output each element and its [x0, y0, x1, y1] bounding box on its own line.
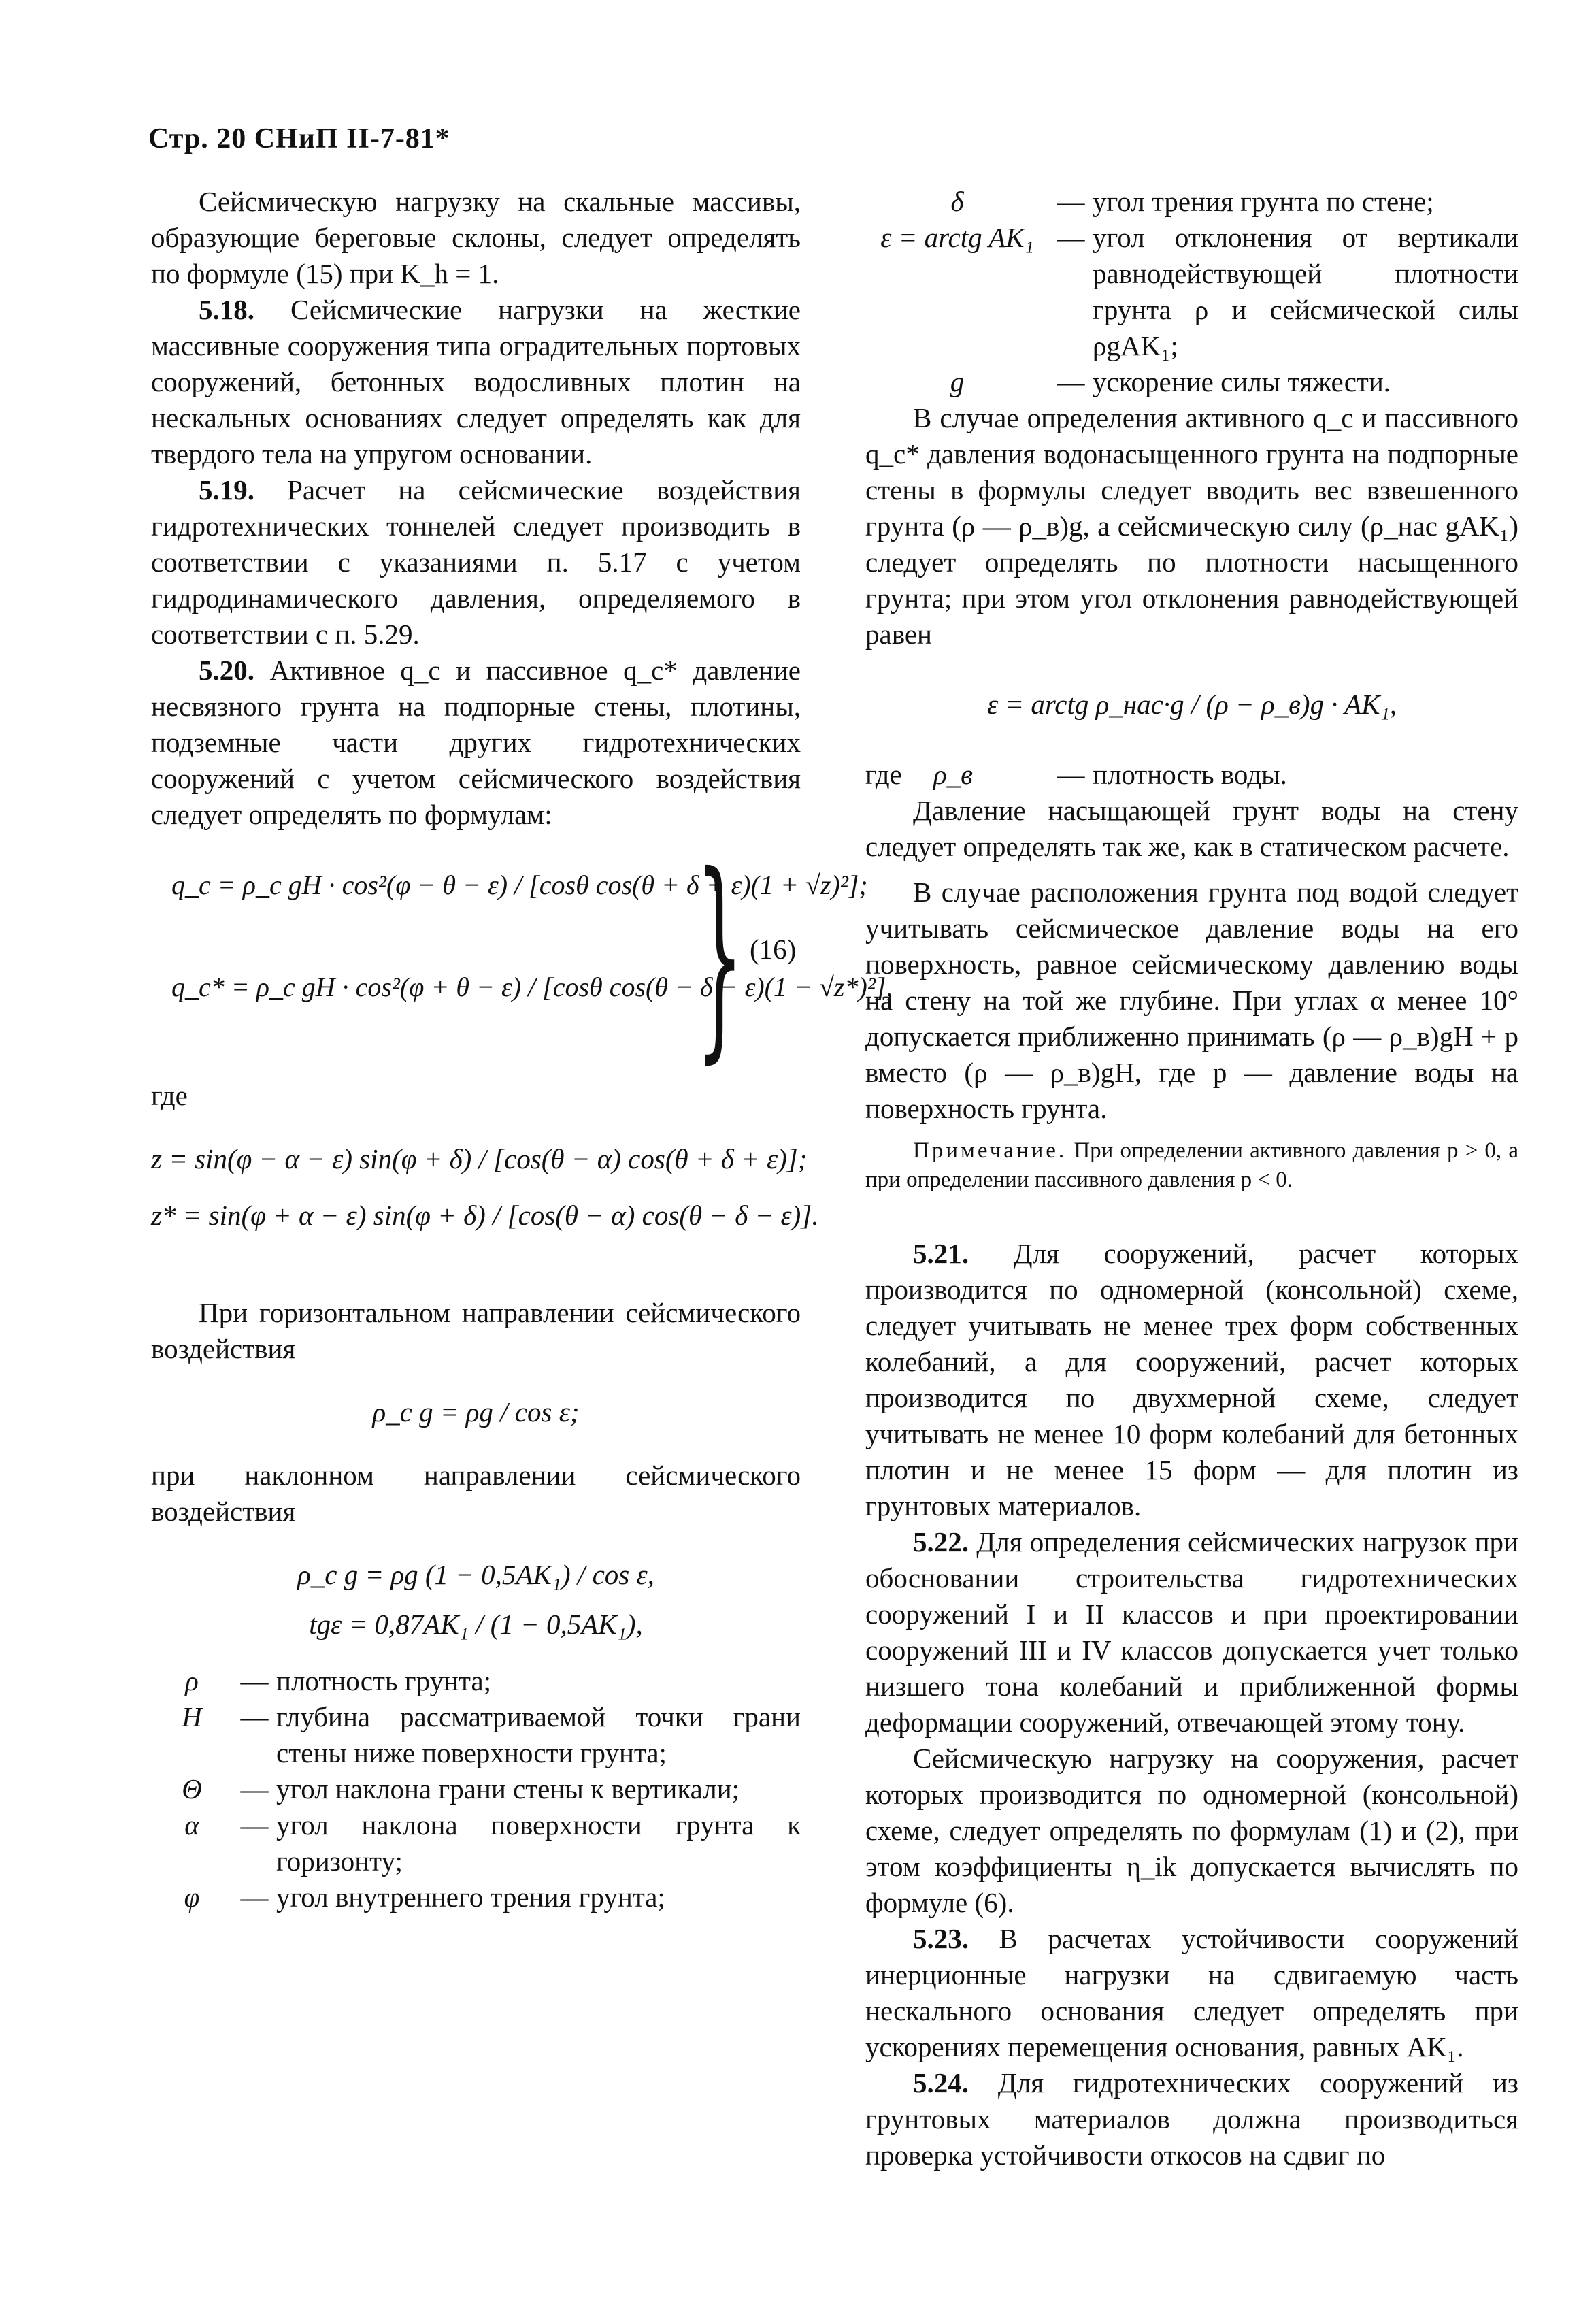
- clause-5-19: [151, 472, 801, 653]
- definition-text: угол трения грунта по стене;: [1093, 186, 1434, 217]
- formula-passive-pressure: q_c* = ρ_c gH · cos²(φ + θ − ε) / [cosθ cos(θ − δ − ε)(1 − √z*)²],: [171, 972, 893, 1002]
- paragraph-seismic-load: Сейсмическую нагрузку на сооружения, расчет которых производится по одномерной (консольной) схеме, следует определять по формулам (1) и (2), при этом коэффициенты η_ik допускается вычислять по формуле (6).: [865, 1743, 1518, 1918]
- definition-symbol: ρ: [185, 1665, 199, 1696]
- definition-text: угол отклонения от вертикали равнодействующей плотности грунта ρ и сейсмической силы ρgAK₁;: [1093, 222, 1518, 361]
- definition-symbol: g: [950, 366, 965, 397]
- dash: —: [240, 1773, 269, 1805]
- definition-row: [865, 364, 1518, 400]
- definition-row: [865, 184, 1518, 220]
- dash: —: [240, 1881, 269, 1913]
- clause-5-22: [865, 1524, 1518, 1741]
- dash: —: [240, 1665, 269, 1696]
- paragraph-horizontal: При горизонтальном направлении сейсмического воздействия: [151, 1297, 801, 1364]
- clause-number: 5.21.: [913, 1238, 969, 1269]
- definition-text: глубина рассматриваемой точки грани стены ниже поверхности грунта;: [276, 1701, 801, 1768]
- note-label: Примечание.: [913, 1138, 1067, 1163]
- page-header: Стр. 20 СНиП II-7-81*: [148, 123, 450, 154]
- definition-row: [151, 1771, 801, 1807]
- clause-5-21: [865, 1236, 1518, 1524]
- clause-5-18: [151, 292, 801, 472]
- paragraph-water-saturated: В случае определения активного q_c и пассивного q_c* давления водонасыщенного грунта на подпорные стены в формулы следует вводить вес взвешенного грунта (ρ — ρ_в)g, а сейсмическую силу (ρ_нас gAK₁) следует определять по плотности насыщенного грунта; при этом угол отклонения равнодействующей равен: [865, 402, 1518, 650]
- formula-z: z = sin(φ − α − ε) sin(φ + δ) / [cos(θ − α) cos(θ + δ + ε)];: [151, 1143, 808, 1174]
- definition-text: плотность воды.: [1093, 759, 1287, 790]
- equation-number: (16): [750, 934, 797, 965]
- definition-symbol: δ: [950, 186, 964, 217]
- note-text: При определении активного давления p > 0, а при определении пассивного давления p < 0.: [865, 1138, 1518, 1192]
- definition-row: [865, 220, 1518, 364]
- definition-symbol: H: [182, 1701, 202, 1732]
- paragraph-rock-massifs: Сейсмическую нагрузку на скальные массивы, образующие береговые склоны, следует определять по формуле (15) при K_h = 1.: [151, 186, 801, 289]
- definition-text: угол наклона поверхности грунта к горизонту;: [276, 1809, 801, 1877]
- definitions-list-continued: [865, 184, 1518, 400]
- definition-text: ускорение силы тяжести.: [1093, 366, 1391, 397]
- formula-epsilon-saturated: ε = arctg ρ_нас·g / (ρ − ρ_в)g · AK₁,: [987, 689, 1397, 720]
- formula-tg-epsilon: tgε = 0,87AK₁ / (1 − 0,5AK₁),: [309, 1609, 643, 1640]
- clause-number: 5.22.: [913, 1526, 969, 1558]
- note: [865, 1136, 1518, 1195]
- where-label: где: [151, 1080, 188, 1111]
- dash: —: [1057, 222, 1085, 253]
- clause-text: Активное q_c и пассивное q_c* давление несвязного грунта на подпорные стены, плотины, подземные части других гидротехнических сооружений с учетом сейсмического воздействия следует определять по формулам:: [151, 655, 801, 830]
- where-label: где: [865, 759, 902, 790]
- clause-number: 5.19.: [199, 474, 254, 506]
- right-column: [865, 184, 1518, 2173]
- clause-text: В расчетах устойчивости сооружений инерционные нагрузки на сдвигаемую часть нескального основания следует определять при ускорениях перемещения основания, равных AK₁.: [865, 1923, 1518, 2062]
- formula-system-16: [151, 829, 893, 1082]
- definition-symbol: α: [184, 1809, 199, 1841]
- right-brace-icon: }: [695, 829, 744, 1082]
- dash: —: [1057, 759, 1085, 790]
- clause-5-23: [865, 1921, 1518, 2065]
- clause-text: Для сооружений, расчет которых производится по одномерной (консольной) схеме, следует учитывать не менее трех форм собственных колебаний, а для сооружений, расчет которых производится по двухмерной схеме, следует учитывать не менее 10 форм колебаний для бетонных плотин и не менее 15 форм — для плотин из грунтовых материалов.: [865, 1238, 1518, 1521]
- definitions-list: [151, 1663, 801, 1915]
- clause-text: Сейсмические нагрузки на жесткие массивные сооружения типа оградительных портовых сооружений, бетонных водосливных плотин на нескальных основаниях следует определять как для твердого тела на упругом основании.: [151, 294, 801, 470]
- formula-rho-inclined: ρ_c g = ρg (1 − 0,5AK₁) / cos ε,: [297, 1559, 654, 1590]
- left-column: [151, 184, 893, 1915]
- definition-text: угол внутреннего трения грунта;: [276, 1881, 665, 1913]
- definition-symbol: φ: [184, 1881, 200, 1913]
- dash: —: [240, 1809, 269, 1841]
- paragraph-water-pressure: Давление насыщающей грунт воды на стену следует определять так же, как в статическом расчете.: [865, 795, 1518, 862]
- clause-number: 5.23.: [913, 1923, 969, 1954]
- clause-5-24: [865, 2065, 1518, 2173]
- clause-text: Для гидротехнических сооружений из грунтовых материалов должна производиться проверка устойчивости откосов на сдвиг по: [865, 2067, 1518, 2171]
- formula-active-pressure: q_c = ρ_c gH · cos²(φ − θ − ε) / [cosθ cos(θ + δ + ε)(1 + √z)²];: [171, 870, 868, 900]
- definition-symbol: Θ: [182, 1773, 202, 1805]
- definition-text: угол наклона грани стены к вертикали;: [276, 1773, 740, 1805]
- formula-rho-horizontal: ρ_c g = ρg / cos ε;: [372, 1396, 580, 1428]
- definition-row: [151, 1879, 801, 1915]
- clause-text: Расчет на сейсмические воздействия гидротехнических тоннелей следует производить в соответствии с указаниями п. 5.17 с учетом гидродинамического давления, определяемого в соответствии с п. 5.29.: [151, 474, 801, 650]
- clause-number: 5.20.: [199, 655, 254, 686]
- paragraph-underwater: В случае расположения грунта под водой следует учитывать сейсмическое давление воды на его поверхность, равное сейсмическому давлению воды на стену на той же глубине. При углах α менее 10° допускается приближенно принимать (ρ — ρ_в)gH + p вместо (ρ — ρ_в)gH, где p — давление воды на поверхность грунта.: [865, 876, 1518, 1124]
- clause-5-20: [151, 653, 801, 833]
- definition-symbol: ρ_в: [933, 759, 973, 790]
- clause-number: 5.24.: [913, 2067, 969, 2099]
- dash: —: [1057, 366, 1085, 397]
- dash: —: [240, 1701, 269, 1732]
- clause-text: Для определения сейсмических нагрузок при обосновании строительства гидротехнических сооружений I и II классов и при проектировании сооружений III и IV классов допускается учет только низшего тона колебаний и приближенной формы деформации сооружений, отвечающей этому тону.: [865, 1526, 1518, 1738]
- formula-z-star: z* = sin(φ + α − ε) sin(φ + δ) / [cos(θ − α) cos(θ − δ − ε)].: [151, 1200, 819, 1231]
- definition-symbol: ε = arctg AK₁: [880, 222, 1034, 253]
- definition-row: [151, 1663, 801, 1699]
- definition-row: [151, 1699, 801, 1771]
- definition-text: плотность грунта;: [276, 1665, 492, 1696]
- dash: —: [1057, 186, 1085, 217]
- paragraph-inclined: при наклонном направлении сейсмического воздействия: [151, 1460, 801, 1527]
- where-row: [865, 757, 1518, 793]
- clause-number: 5.18.: [199, 294, 254, 325]
- definition-row: [151, 1807, 801, 1879]
